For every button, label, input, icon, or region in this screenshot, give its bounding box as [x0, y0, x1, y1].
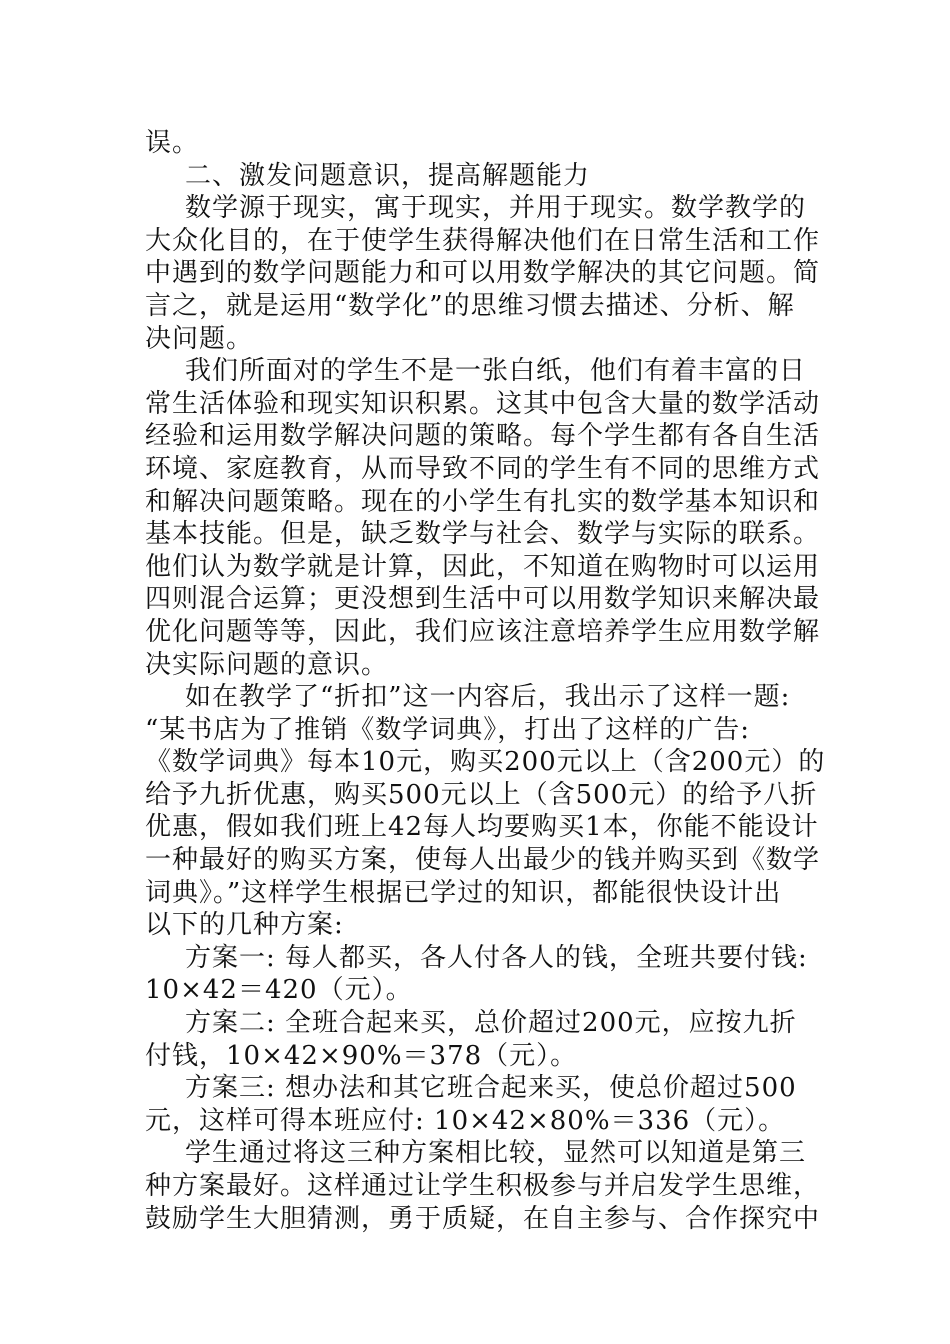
text-line: 和解决问题策略。现在的小学生有扎实的数学基本知识和: [145, 486, 821, 517]
text-line: 基本技能。但是，缺乏数学与社会、数学与实际的联系。: [145, 519, 821, 550]
text-line: 种方案最好。这样通过让学生积极参与并启发学生思维，: [145, 1171, 821, 1201]
text-line: 我们所面对的学生不是一张白纸，他们有着丰富的日: [185, 356, 807, 387]
text-line: 方案三: 想办法和其它班合起来买，使总价超过500: [185, 1073, 797, 1104]
document-body: [145, 127, 826, 1235]
text-line: 中遇到的数学问题能力和可以用数学解决的其它问题。简: [145, 258, 821, 289]
text-line: 二、激发问题意识，提高解题能力: [185, 160, 591, 191]
text-line: 10×42＝420（元）。: [145, 975, 413, 1006]
text-line: 给予九折优惠，购买500元以上（含500元）的给予八折: [145, 779, 818, 810]
text-line: 方案一: 每人都买，各人付各人的钱，全班共要付钱:: [185, 942, 808, 973]
text-line: 一种最好的购买方案，使每人出最少的钱并购买到《数学: [145, 845, 821, 876]
text-line: “某书店为了推销《数学词典》，打出了这样的广告:: [145, 714, 751, 745]
text-line: 经验和运用数学解决问题的策略。每个学生都有各自生活: [145, 421, 821, 452]
text-line: 优惠，假如我们班上42每人均要购买1本，你能不能设计: [145, 812, 819, 843]
text-line: 常生活体验和现实知识积累。这其中包含大量的数学活动: [145, 388, 821, 419]
text-line: 环境、家庭教育，从而导致不同的学生有不同的思维方式: [145, 453, 821, 484]
text-line: 大众化目的，在于使学生获得解决他们在日常生活和工作: [145, 225, 821, 256]
text-line: 如在教学了“折扣”这一内容后，我出示了这样一题:: [185, 682, 791, 713]
text-line: 言之，就是运用“数学化”的思维习惯去描述、分析、解: [145, 290, 795, 321]
text-line: 鼓励学生大胆猜测，勇于质疑，在自主参与、合作探究中: [145, 1203, 821, 1234]
text-line: 优化问题等等，因此，我们应该注意培养学生应用数学解: [145, 616, 821, 647]
text-line: 决问题。: [145, 323, 254, 354]
text-line: 数学源于现实，寓于现实，并用于现实。数学教学的: [185, 193, 807, 224]
text-line: 《数学词典》每本10元，购买200元以上（含200元）的: [145, 747, 826, 778]
text-line: 付钱，10×42×90%＝378（元）。: [145, 1040, 578, 1071]
text-line: 元，这样可得本班应付: 10×42×80%＝336（元）。: [145, 1105, 786, 1136]
text-line: 以下的几种方案:: [145, 910, 344, 941]
text-line: 决实际问题的意识。: [145, 649, 389, 680]
text-line: 四则混合运算；更没想到生活中可以用数学知识来解决最: [145, 584, 821, 615]
text-line: 他们认为数学就是计算，因此，不知道在购物时可以运用: [145, 551, 821, 582]
text-line: 误。: [145, 128, 200, 158]
text-line: 词典》。”这样学生根据已学过的知识，都能很快设计出: [145, 877, 782, 908]
text-line: 方案二: 全班合起来买，总价超过200元，应按九折: [185, 1008, 797, 1039]
text-line: 学生通过将这三种方案相比较，显然可以知道是第三: [185, 1138, 807, 1169]
